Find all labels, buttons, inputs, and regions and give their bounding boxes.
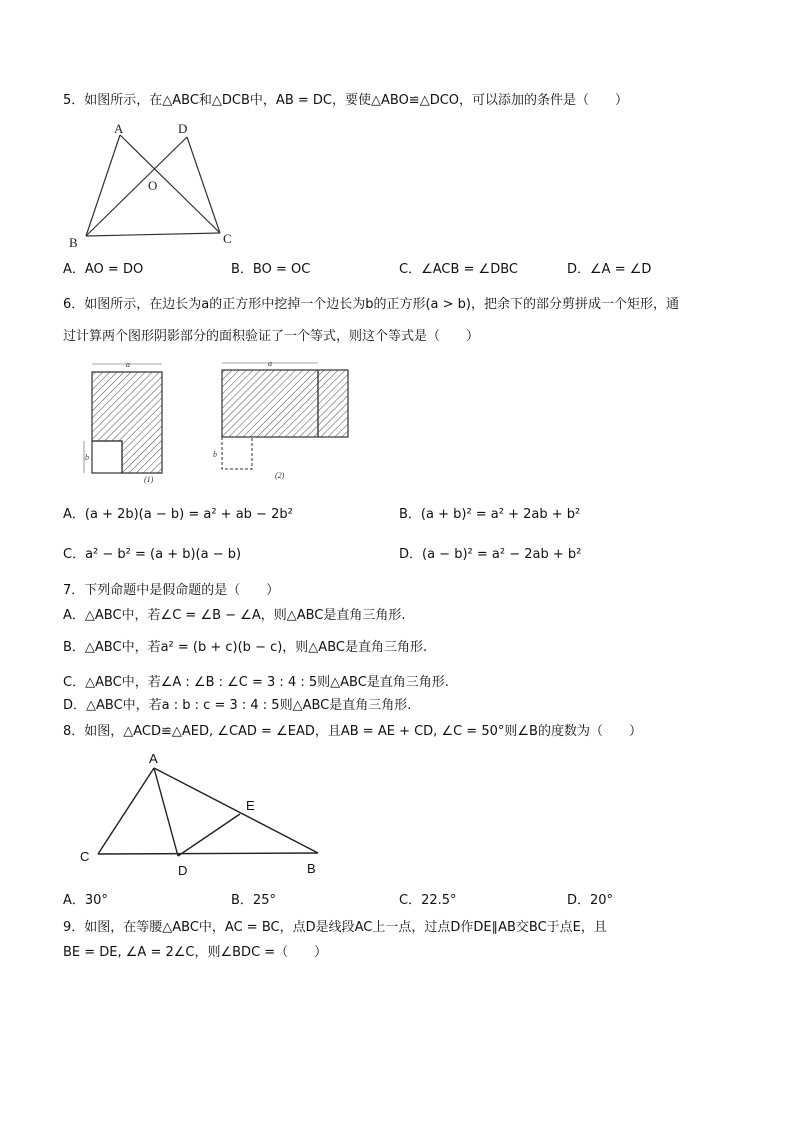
q5-line-AB <box>86 135 120 236</box>
q9-stem-line2: BE = DE, ∠A = 2∠C，则∠BDC =（ ） <box>63 945 328 960</box>
q5-label-C: C <box>223 231 232 246</box>
q8-line-AD <box>154 768 178 856</box>
q5-label-B: B <box>69 235 78 250</box>
q8-label-C: C <box>80 849 90 864</box>
q5-stem: 5．如图所示，在△ABC和△DCB中，AB = DC，要使△ABO≌△DCO，可以添加的条件是（ ） <box>63 93 629 108</box>
q5-label-D: D <box>178 121 188 136</box>
q8-label-A: A <box>149 751 158 766</box>
q6-label-a2: a <box>268 359 272 368</box>
q8-label-D: D <box>178 863 188 878</box>
q8-line-CB <box>98 853 318 854</box>
q6-label-b2: b <box>213 450 217 459</box>
q7-stem: 7．下列命题中是假命题的是（ ） <box>63 583 280 598</box>
q6-shaded-rect-main <box>222 370 318 437</box>
q6-cut-square <box>92 441 122 473</box>
q7-option-c: C．△ABC中，若∠A : ∠B : ∠C = 3 : 4 : 5则△ABC是直角三角形. <box>63 675 449 690</box>
q8-option-a: A．30° <box>63 893 108 908</box>
q7-option-b: B．△ABC中，若a² = (b + c)(b − c)，则△ABC是直角三角形. <box>63 640 428 655</box>
q6-option-d: D．(a − b)² = a² − 2ab + b² <box>399 547 582 562</box>
q5-option-a: A．AO = DO <box>63 262 144 277</box>
q6-label-b1: b <box>85 453 89 462</box>
q5-option-d: D．∠A = ∠D <box>567 262 652 277</box>
q5-figure <box>64 120 232 250</box>
q6-stem-line1: 6．如图所示，在边长为a的正方形中挖掉一个边长为b的正方形(a > b)，把余下的部分剪拼成一个矩形，通 <box>63 297 680 312</box>
q6-stem-line2: 过计算两个图形阴影部分的面积验证了一个等式，则这个等式是（ ） <box>63 329 480 344</box>
q8-option-d: D．20° <box>567 893 614 908</box>
q8-line-AC <box>98 768 154 854</box>
q6-caption-2: (2) <box>275 471 285 480</box>
q8-stem: 8．如图，△ACD≌△AED, ∠CAD = ∠EAD，且AB = AE + CD, ∠C = 50°则∠B的度数为（ ） <box>63 724 642 739</box>
q8-figure <box>74 748 334 878</box>
q7-option-a: A．△ABC中，若∠C = ∠B − ∠A，则△ABC是直角三角形. <box>63 608 406 623</box>
q5-line-BC <box>86 233 220 236</box>
q8-line-DE <box>178 814 240 856</box>
q8-label-E: E <box>246 798 255 813</box>
q8-line-AB <box>154 768 318 853</box>
q5-option-b: B．BO = OC <box>231 262 311 277</box>
q5-line-DC <box>187 137 220 233</box>
q5-line-AC <box>120 135 220 233</box>
q6-shaded-rect-strip <box>318 370 348 437</box>
q6-shaded-square-remainder <box>92 372 162 473</box>
q7-option-d: D．△ABC中，若a : b : c = 3 : 4 : 5则△ABC是直角三角形. <box>63 698 412 713</box>
q6-figure <box>74 358 364 488</box>
q6-option-b: B．(a + b)² = a² + 2ab + b² <box>399 507 581 522</box>
q9-stem-line1: 9．如图，在等腰△ABC中，AC = BC，点D是线段AC上一点，过点D作DE∥AB交BC于点E，且 <box>63 920 607 935</box>
q6-label-a1: a <box>126 360 130 369</box>
q6-option-a: A．(a + 2b)(a − b) = a² + ab − 2b² <box>63 507 293 522</box>
q6-dashed-square <box>222 437 252 469</box>
q5-option-c: C．∠ACB = ∠DBC <box>399 262 518 277</box>
q8-label-B: B <box>307 861 316 876</box>
q6-option-c: C．a² − b² = (a + b)(a − b) <box>63 547 242 562</box>
q5-label-O: O <box>148 178 158 193</box>
q8-option-c: C．22.5° <box>399 893 457 908</box>
q6-caption-1: (1) <box>144 475 154 484</box>
q5-label-A: A <box>114 121 124 136</box>
q8-option-b: B．25° <box>231 893 276 908</box>
